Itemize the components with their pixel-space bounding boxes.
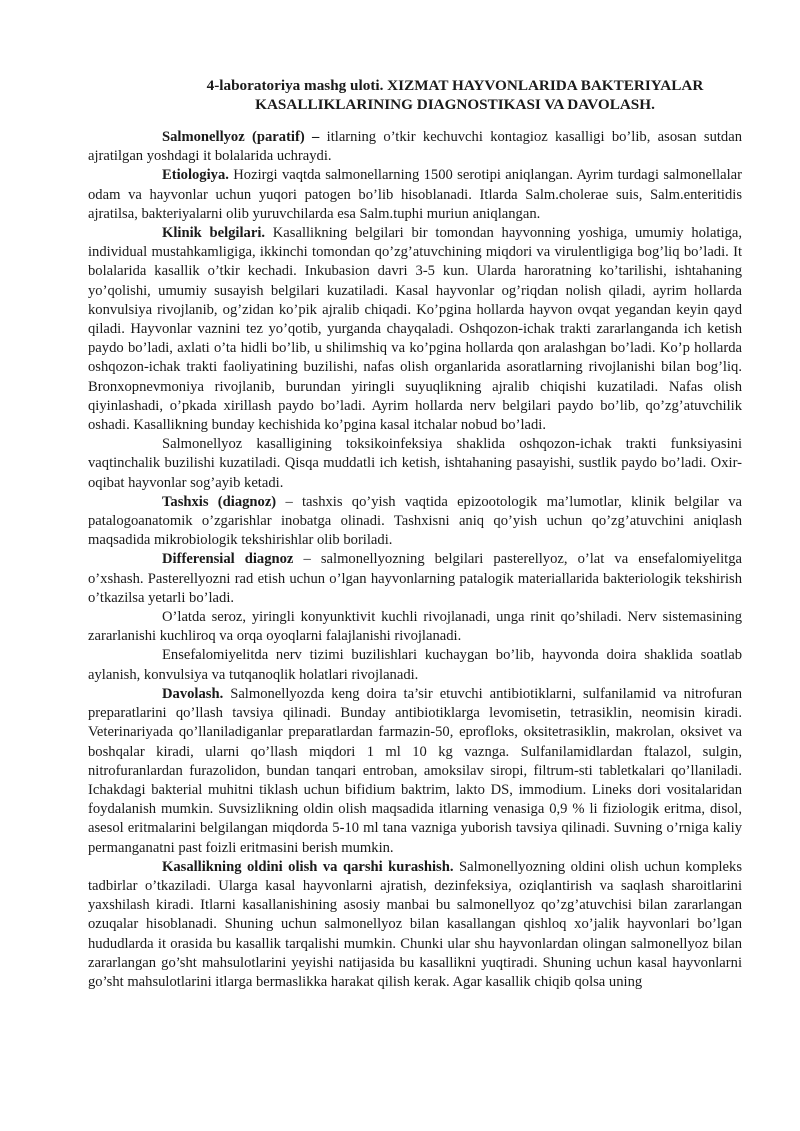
paragraph-ensefalomiyelit [88,646,742,684]
paragraph-text: Salmonellyoz kasalligining toksikoinfeksiya shaklida oshqozon-ichak trakti funksiyasini vaqtinchalik buzilishi kuzatiladi. Qisqa muddatli ich ketish, ishtahaning pasayishi, sustlik paydo bo’ladi. Oxir-oqibat hayvonlar sog’ayib ketadi. [88,436,742,491]
paragraph-oldini-olish [88,858,742,992]
paragraph-text: Kasallikning belgilari bir tomondan hayvonning yoshiga, umumiy holatiga, individual mustahkamligiga, ikkinchi tomondan qo’zg’atuvchining miqdori va virulentligiga bog’liq bo’ladi. It bolalarida kasallik o’tkir kechadi. Inkubasion davri 3-5 kun. Ularda haroratning ko’tarilishi, ishtahaning yo’qolishi, umumiy susayish belgilari kuzatiladi. Kasal hayvonlar og’riqdan nolish qiladi, ayrim hollarda konvulsiya rivojlanib, og’zidan ko’pik ajralib chiqadi. Ko’pgina hollarda hayvon ovqat yegandan keyin qayd qiladi. Hayvonlar vaznini tez yo’qotib, yurganda chayqaladi. Oshqozon-ichak trakti zararlanganda ich ketish paydo bo’ladi, axlati o’ta hidli bo’lib, u shilimshiq va ko’pgina hollarda qon aralashgan bo’ladi. Ko’p hollarda oshqozon-ichak trakti faoliyatining buzilishi, nafas olish organlarida asoratlarning rivojlanishi bilan bog’liq. Bronxopnevmoniya rivojlanib, burundan yiringli suyuqlikning ajralib chiqishi kuzatiladi. Nafas olish qiyinlashadi, o’pkada xirillash paydo bo’ladi. Ayrim hollarda nerv belgilari paydo bo’lib, qo’zg’atuvchilik oshadi. Kasallikning bunday kechishida ko’pgina kasal itchalar nobud bo’ladi. [88,225,743,434]
title-line-1: 4-laboratoriya mashg uloti. XIZMAT HAYVONLARIDA BAKTERIYALAR [206,77,704,94]
paragraph-salmonellyoz [88,128,742,166]
paragraph-heading: Klinik belgilari. [162,225,266,242]
paragraph-etiologiya [88,166,742,224]
title-line-2: KASALLIKLARINING DIAGNOSTIKASI VA DAVOLASH. [255,96,655,113]
document-body [88,128,742,992]
paragraph-olat [88,608,742,646]
paragraph-heading: Differensial diagnoz [162,551,294,568]
paragraph-klinik-belgilari [88,224,742,435]
paragraph-text: Hozirgi vaqtda salmonellarning 1500 serotipi aniqlangan. Ayrim turdagi salmonellalar odam va hayvonlar uchun yuqori patogen bo’lib hisoblanadi. Itlarda Salm.cholerae suis, Salm.enteritidis ajratilsa, bakteriyalarni olib yuruvchilarda esa Salm.tuphi muriun aniqlangan. [88,167,742,222]
paragraph-heading: Davolash. [162,685,224,702]
paragraph-toksikoinfeksiya [88,435,742,493]
paragraph-heading: Salmonellyoz (paratif) – [162,129,320,145]
paragraph-differensial-diagnoz [88,550,742,608]
paragraph-heading: Etiologiya. [162,167,229,184]
paragraph-text: itlarning o’tkir kechuvchi kontagioz kasalligi bo’lib, asosan sutdan ajratilgan yoshdagi it bolalarida uchraydi. [88,129,742,165]
paragraph-davolash [88,685,742,858]
paragraph-text: Salmonellyozning oldini olish uchun kompleks tadbirlar o’tkaziladi. Ularga kasal hayvonlarni ajratish, dezinfeksiya, oziqlantirish va saqlash sharoitlarini yaxshilash kiradi. Itlarni kasallanishining asosiy manbai bu salmonellyoz qo’zg’atuvchisi bilan zararlangan ozuqalar hisoblanadi. Shuning uchun salmonellyoz bilan kasallangan qishloq xo’jalik hayvonlari bo’lgan hududlarda it orasida bu kasallik tarqalishi mumkin. Chunki ular shu hayvonlardan olingan salmonellyoz bilan zararlangan go’sht mahsulotlarini yeyishi natijasida bu kasallikni yuqtiradi. Shuning uchun kasal hayvonlarni go’sht mahsulotlarini itlarga bermaslikka harakat qilish kerak. Agar kasallik chiqib qolsa uning [88,858,742,990]
paragraph-text: – tashxis qo’yish vaqtida epizootologik ma’lumotlar, klinik belgilar va patalogoanatomik o’zgarishlar inobatga olinadi. Tashxisni aniq qo’yish uchun qo’zg’atuvchini aniqlash maqsadida mikrobiologik tekshirishlar olib boriladi. [88,493,742,549]
paragraph-text: – salmonellyozning belgilari pasterellyoz, o’lat va ensefalomiyelitga o’xshash. Pasterellyozni rad etish uchun o’lgan hayvonlarning patalogik materiallarida bakteriologik tekshirish o’tkazilsa yetarli bo’ladi. [88,551,742,606]
page-title [112,76,798,114]
paragraph-text: O’latda seroz, yiringli konyunktivit kuchli rivojlanadi, unga rinit qo’shiladi. Nerv sistemasining zararlanishi kuchliroq va orqa oyoqlarni falajlanishi rivojlanadi. [88,609,742,645]
paragraph-text: Ensefalomiyelitda nerv tizimi buzilishlari kuchaygan bo’lib, hayvonda doira shaklida soatlab aylanish, konvulsiya va tutqanoqlik holatlari rivojlanadi. [88,647,742,683]
paragraph-tashxis [88,493,742,551]
paragraph-heading: Tashxis (diagnoz) [162,493,277,510]
paragraph-text: Salmonellyozda keng doira ta’sir etuvchi antibiotiklarni, sulfanilamid va nitrofuran preparatlarini qo’llash tavsiya qilinadi. Bunday antibiotiklarga levomisetin, tetrasiklin, neomisin kiradi. Veterinariyada qo’llaniladiganlar preparatlardan farmazin-50, eprofloks, oksitetrasiklin, makrolan, oksivet va boshqalar kiradi, ularni qo’llash miqdori 1 ml 10 kg vaznga. Sulfanilamidlardan ftalazol, sulgin, nitrofuranlardan furazolidon, bundan tanqari entroban, amoksilav siropi, filtrum-sti tabletkalari qo’llaniladi. Ichakdagi bakterial muhitni tiklash uchun bifidium baktrim, lakto DS, immodium. Lineks dori vositalaridan foydalanish mumkin. Suvsizlikning oldin olish maqsadida itlarning venasiga 0,9 % li fiziologik eritma, disol, asesol eritmalarini belgilangan miqdorda 5-10 ml tana vazniga yuborish tavsiya qilinadi. Suvning o’rniga kaliy permanganatni past foizli eritmasini berish mumkin. [88,685,742,856]
paragraph-heading: Kasallikning oldini olish va qarshi kurashish. [162,858,454,875]
